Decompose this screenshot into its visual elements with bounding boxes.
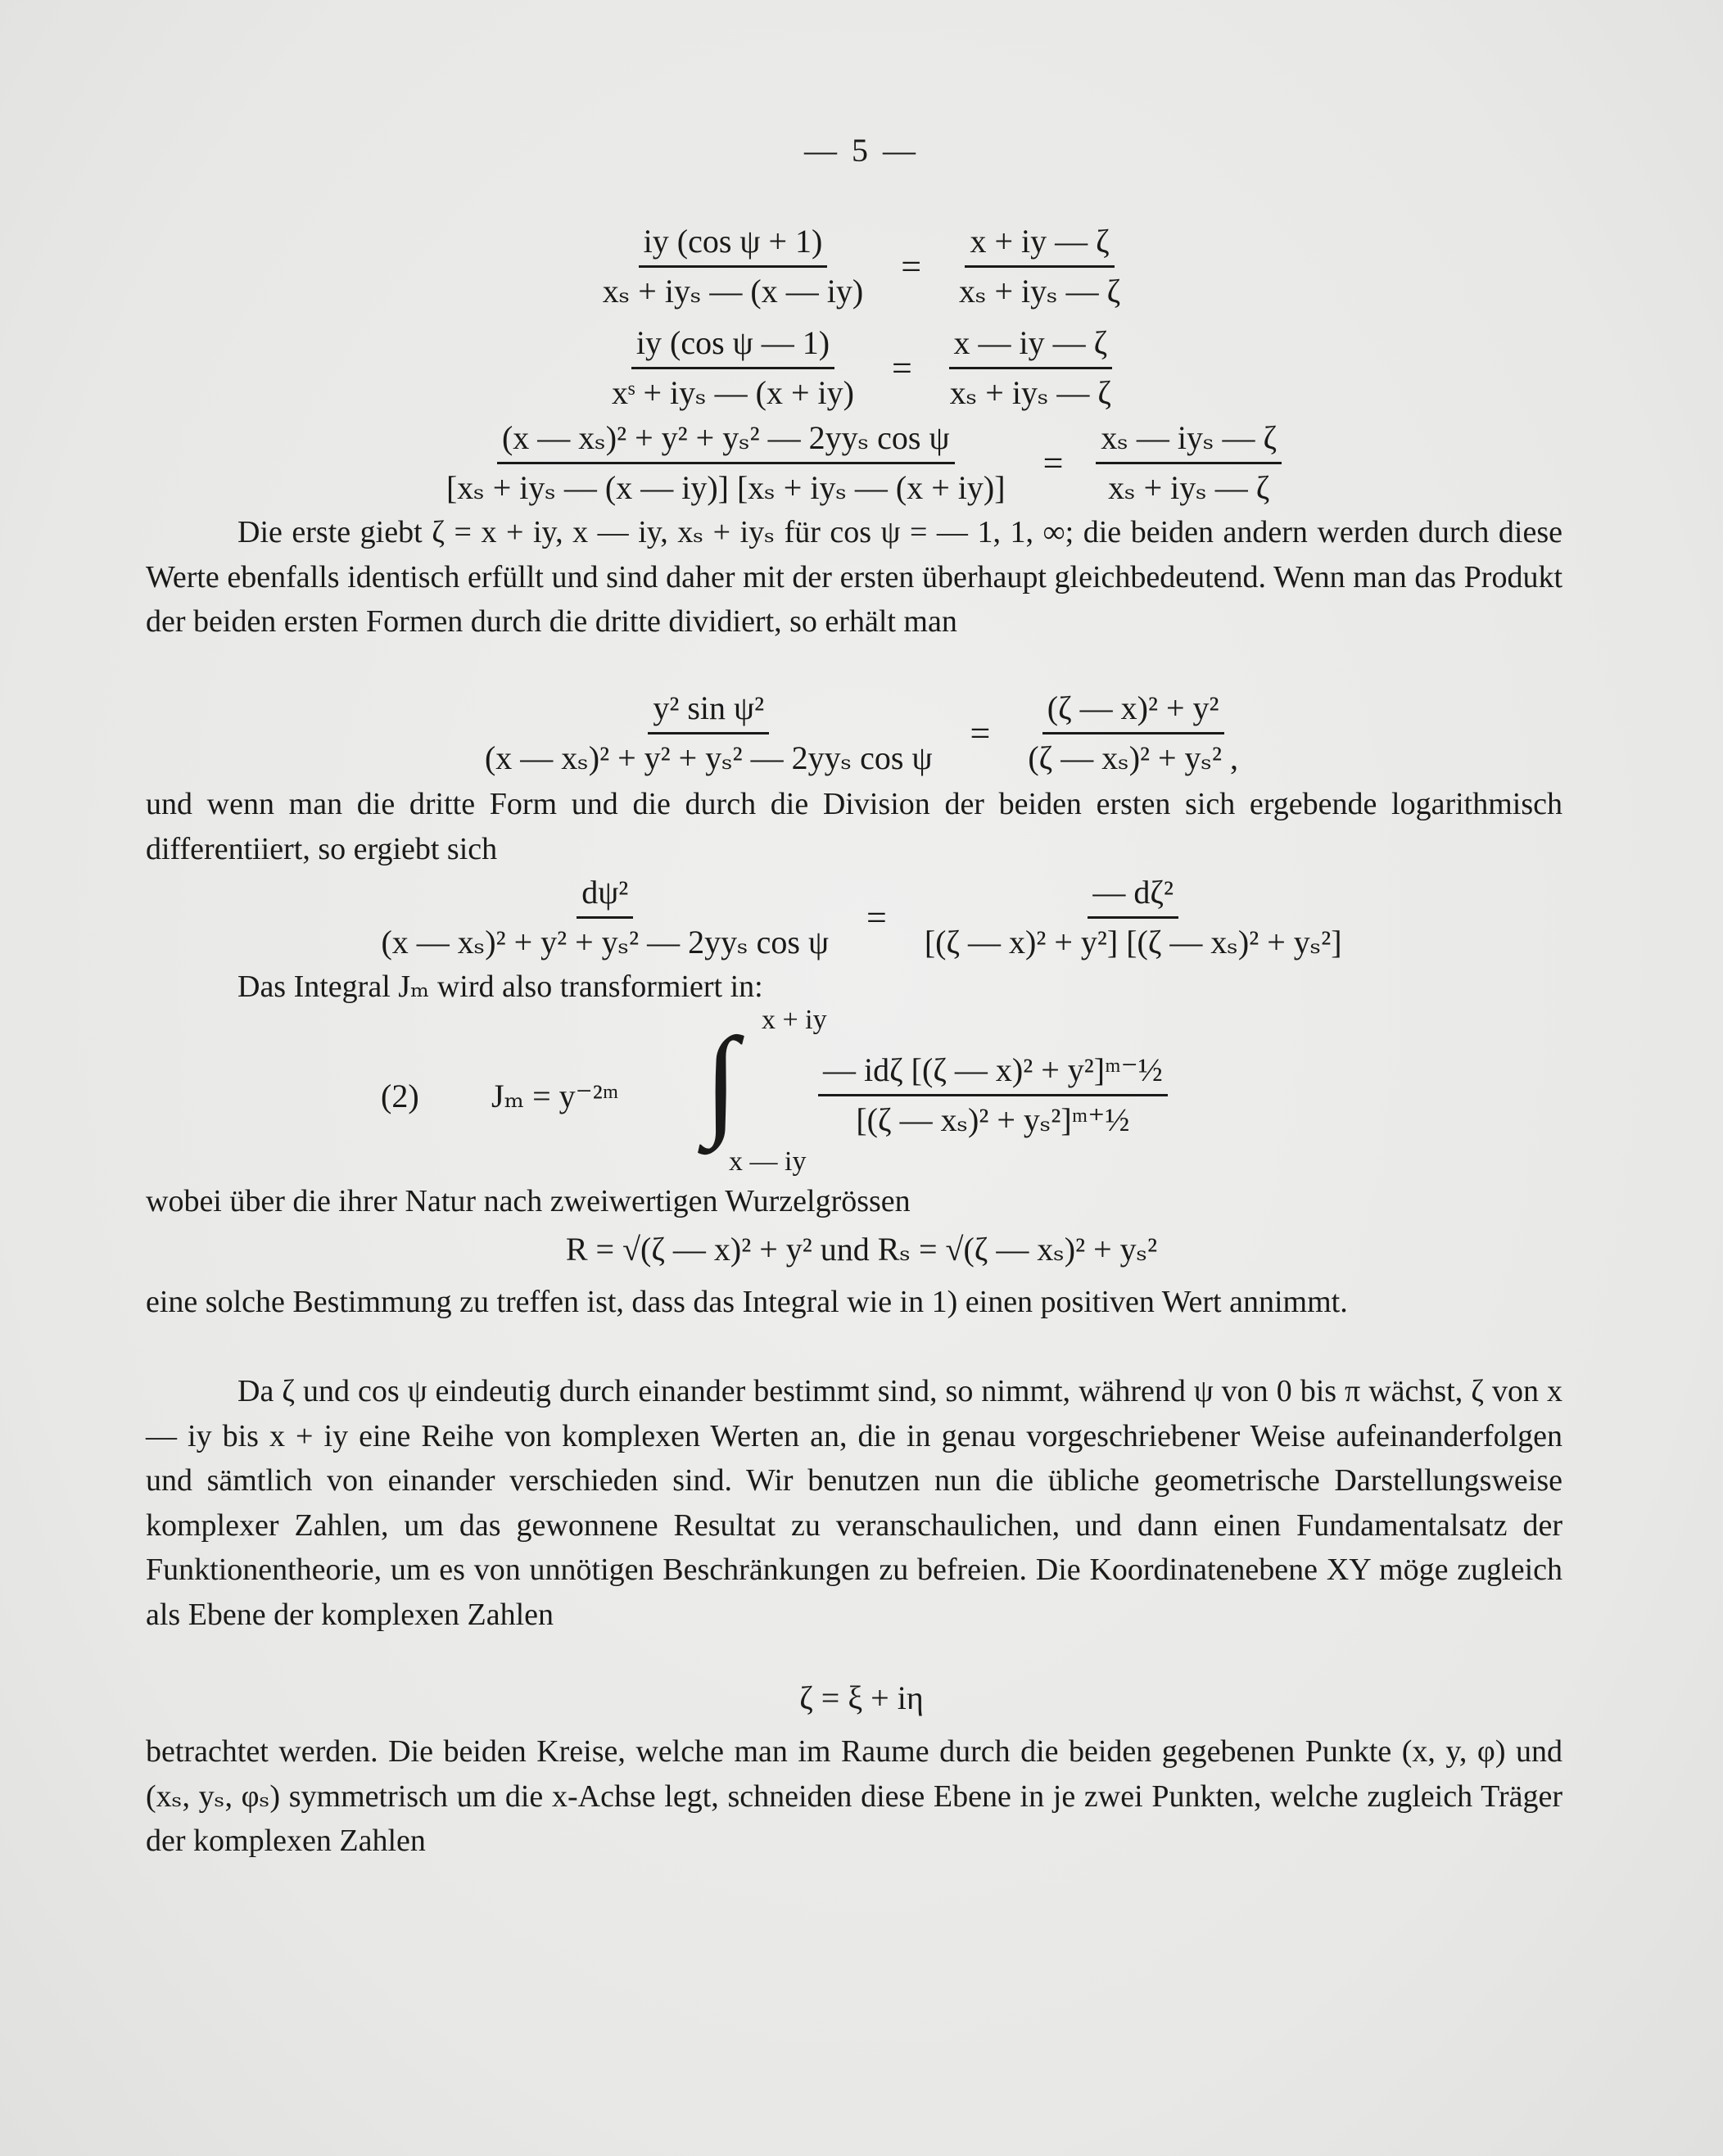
paragraph-text: Da ζ und cos ψ eindeutig durch einander bestimmt sind, so nimmt, während ψ von 0 bis π wächst, ζ von x — iy bis x + iy eine Reihe von komplexen Werten an, die in genau vorgeschriebener Weise aufeinanderfolgen und sämtlich von einander verschieden sind. Wir benutzen nun die übliche geometrische Darstellungsweise komplexer Zahlen, um das gewonnene Resultat zu veranschaulichen, und dann einen Fundamentalsatz der Funktionentheorie, um es von unnötigen Beschränkungen zu befreien. Die Koordinatenebene XY möge zugleich als Ebene der komplexen Zahlen (146, 1374, 1562, 1632)
paragraph-text: wobei über die ihrer Natur nach zweiwertigen Wurzelgrössen (146, 1184, 911, 1218)
paragraph-text: und wenn man die dritte Form und die durch die Division der beiden ersten sich ergebende logarithmisch differentiiert, so ergiebt sich (146, 787, 1562, 866)
paragraph-2 (146, 782, 1562, 871)
fraction (480, 686, 938, 780)
numerator: x + iy — ζ (965, 219, 1114, 268)
fraction (920, 870, 1347, 965)
fraction (441, 416, 1011, 510)
denominator: xₛ + iyₛ — ζ (1108, 469, 1270, 506)
equals-sign: = (901, 246, 922, 287)
denominator: xₛ + iyₛ — (x — iy) (602, 273, 864, 310)
numerator: dψ² (577, 870, 633, 919)
integral-lower-limit: x — iy (729, 1146, 807, 1177)
integral-equation (0, 1003, 1723, 1183)
equation-1 (0, 219, 1723, 314)
paragraph-text: betrachtet werden. Die beiden Kreise, welche man im Raume durch die beiden gegebenen Punkte (x, y, φ) und (xₛ, yₛ, φₛ) symmetrisch um die x-Achse legt, schneiden diese Ebene in je zwei Punkten, welche zugleich Träger der komplexen Zahlen (146, 1734, 1562, 1858)
numerator: xₛ — iyₛ — ζ (1096, 416, 1282, 464)
paragraph-4 (146, 1179, 1562, 1224)
fraction (954, 219, 1125, 314)
numerator: (ζ — x)² + y² (1042, 686, 1224, 734)
integral-upper-limit: x + iy (762, 1005, 827, 1035)
equation-5 (0, 870, 1723, 965)
integral-sign: ∫ (704, 1013, 739, 1149)
integral-lhs: Jₘ = y⁻²ᵐ (491, 1078, 619, 1114)
numerator: y² sin ψ² (648, 686, 769, 734)
fraction (376, 870, 834, 965)
denominator: [(ζ — x)² + y²] [(ζ — xₛ)² + yₛ²] (924, 924, 1342, 960)
fraction (1023, 686, 1243, 780)
numerator: (x — xₛ)² + y² + yₛ² — 2yyₛ cos ψ (497, 416, 955, 464)
fraction (607, 321, 859, 415)
root-definitions: R = √(ζ — x)² + y² und Rₛ = √(ζ — xₛ)² + yₛ² (565, 1231, 1158, 1268)
equation-3 (0, 416, 1723, 510)
integrand-fraction (818, 1048, 1168, 1142)
paragraph-text: Die erste giebt ζ = x + iy, x — iy, xₛ + iyₛ für cos ψ = — 1, 1, ∞; die beiden andern werden durch diese Werte ebenfalls identisch erfüllt und sind daher mit der ersten überhaupt gleichbedeutend. Wenn man das Produkt der beiden ersten Formen durch die dritte dividiert, so erhält man (146, 515, 1562, 639)
equals-sign: = (1042, 443, 1064, 483)
fraction (1096, 416, 1282, 510)
denominator: xˢ + iyₛ — (x + iy) (612, 374, 854, 411)
numerator: iy (cos ψ + 1) (639, 219, 828, 268)
equals-sign: = (891, 348, 912, 388)
equation-4 (0, 686, 1723, 780)
denominator: (x — xₛ)² + y² + yₛ² — 2yyₛ cos ψ (381, 924, 829, 960)
paragraph-6 (146, 1369, 1562, 1637)
fraction (945, 321, 1116, 415)
denominator: [xₛ + iyₛ — (x — iy)] [xₛ + iyₛ — (x + iy)] (445, 469, 1006, 506)
page-number: — 5 — (804, 132, 919, 169)
denominator: xₛ + iyₛ — ζ (959, 273, 1121, 310)
equation-label: (2) (381, 1078, 419, 1114)
denominator: (ζ — xₛ)² + yₛ² , (1028, 739, 1239, 776)
numerator: iy (cos ψ — 1) (631, 321, 834, 369)
equals-sign: = (970, 713, 991, 753)
paragraph-text: Das Integral Jₘ wird also transformiert in: (237, 970, 763, 1004)
zeta-definition: ζ = ξ + iη (799, 1679, 924, 1716)
denominator: [(ζ — xₛ)² + yₛ²]ᵐ⁺½ (856, 1101, 1130, 1138)
numerator: — dζ² (1088, 870, 1178, 919)
paragraph-text: eine solche Bestimmung zu treffen ist, dass das Integral wie in 1) einen positiven Wert annimmt. (146, 1285, 1348, 1319)
denominator: xₛ + iyₛ — ζ (949, 374, 1111, 411)
denominator: (x — xₛ)² + y² + yₛ² — 2yyₛ cos ψ (484, 739, 933, 776)
paragraph-7 (146, 1729, 1562, 1864)
numerator: x — iy — ζ (949, 321, 1113, 369)
equals-sign: = (866, 897, 887, 938)
equation-2 (0, 321, 1723, 415)
paragraph-1 (146, 510, 1562, 644)
paragraph-5 (146, 1280, 1562, 1325)
numerator: — idζ [(ζ — x)² + y²]ᵐ⁻½ (818, 1048, 1168, 1096)
fraction (598, 219, 868, 314)
